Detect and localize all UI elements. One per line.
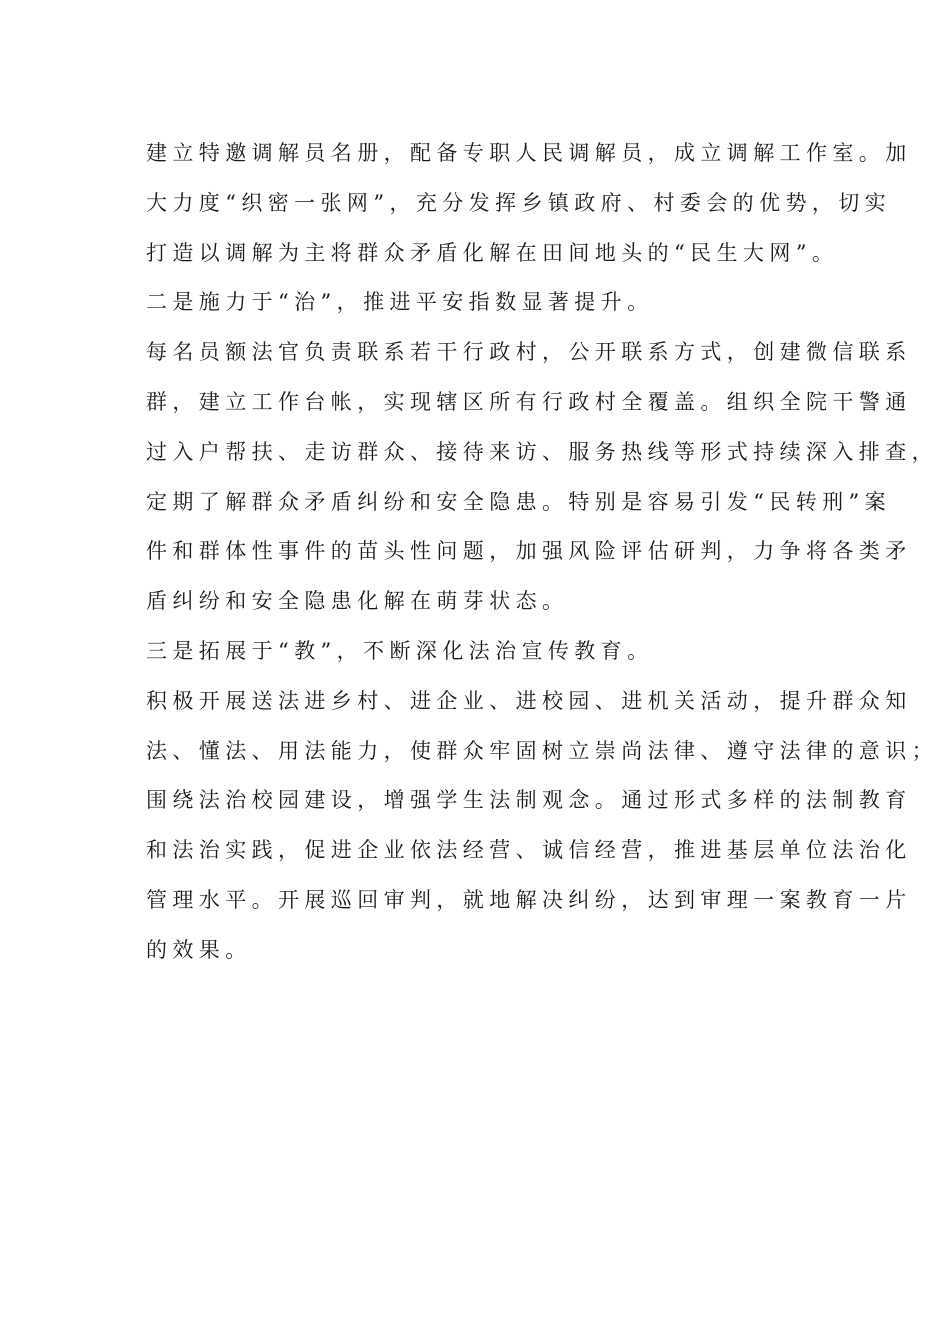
text-line: 和法治实践，促进企业依法经营、诚信经营，推进基层单位法治化 [146, 838, 912, 863]
text-line: 打造以调解为主将群众矛盾化解在田间地头的“民生大网”。 [146, 240, 839, 265]
text-line: 每名员额法官负责联系若干行政村，公开联系方式，创建微信联系 [146, 340, 912, 365]
text-line: 群，建立工作台帐，实现辖区所有行政村全覆盖。组织全院干警通 [146, 389, 912, 414]
text-line: 围绕法治校园建设，增强学生法制观念。通过形式多样的法制教育 [146, 788, 912, 813]
section-heading-2: 二是施力于“治”，推进平安指数显著提升。 [146, 290, 654, 315]
text-line: 积极开展送法进乡村、进企业、进校园、进机关活动，提升群众知 [146, 688, 912, 713]
text-line: 件和群体性事件的苗头性问题，加强风险评估研判，力争将各类矛 [146, 539, 912, 564]
text-line: 定期了解群众矛盾纠纷和安全隐患。特别是容易引发“民转刑”案 [146, 489, 892, 514]
text-line: 盾纠纷和安全隐患化解在萌芽状态。 [146, 589, 569, 614]
section-heading-3: 三是拓展于“教”，不断深化法治宣传教育。 [146, 638, 654, 663]
text-line: 大力度“织密一张网”，充分发挥乡镇政府、村委会的优势，切实 [146, 190, 892, 215]
document-body [146, 133, 938, 980]
text-line: 法、懂法、用法能力，使群众牢固树立崇尚法律、遵守法律的意识； [146, 738, 938, 763]
text-line: 建立特邀调解员名册，配备专职人民调解员，成立调解工作室。加 [146, 141, 912, 165]
text-line: 管理水平。开展巡回审判，就地解决纠纷，达到审理一案教育一片 [146, 887, 912, 912]
text-line: 过入户帮扶、走访群众、接待来访、服务热线等形式持续深入排查， [146, 439, 938, 464]
text-line: 的效果。 [146, 937, 252, 962]
